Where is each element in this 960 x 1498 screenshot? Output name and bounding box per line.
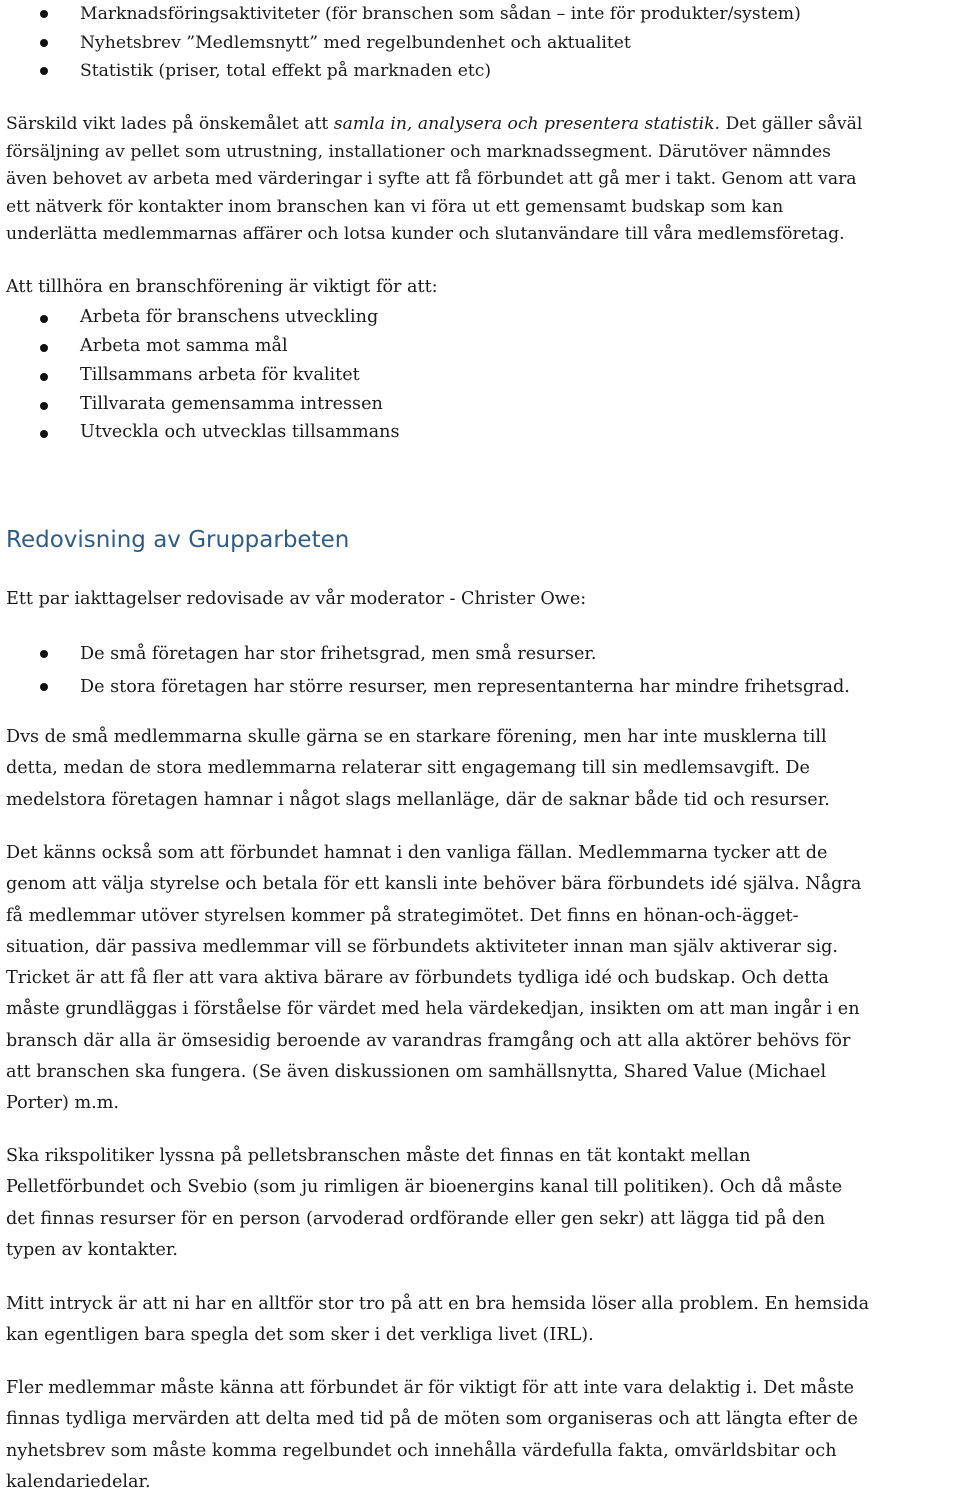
- paragraph-line: Pelletförbundet och Svebio (som ju rimligen är bioenergins kanal till politiken). Och då måste: [6, 1177, 843, 1198]
- paragraph-line: finnas tydliga mervärden att delta med tid på de möten som organiseras och att längta efter de: [6, 1409, 858, 1430]
- paragraph-line: nyhetsbrev som måste komma regelbundet och innehålla värdefulla fakta, omvärldsbitar och: [6, 1440, 837, 1461]
- paragraph-small-members: [6, 722, 956, 816]
- paragraph-line: Fler medlemmar måste känna att förbundet är för viktigt för att inte vara delaktig i. Det måste: [6, 1378, 855, 1398]
- paragraph-more-members: [6, 1373, 956, 1498]
- paragraph-line: försäljning av pellet som utrustning, installationer och marknadssegment. Därutöver nämndes: [6, 141, 831, 162]
- list-item: Nyhetsbrev ”Medlemsnytt” med regelbundenhet och aktualitet: [6, 29, 956, 58]
- text-run: Det gäller såväl: [719, 114, 863, 134]
- paragraph-line: Det känns också som att förbundet hamnat i den vanliga fällan. Medlemmarna tycker att de: [6, 843, 828, 863]
- paragraph-line: underlätta medlemmarnas affärer och lotsa kunder och slutanvändare till våra medlemsföretag.: [6, 224, 845, 244]
- paragraph-line: Dvs de små medlemmarna skulle gärna se en starkare förening, men har inte musklerna till: [6, 727, 827, 747]
- paragraph-line: medelstora företagen hamnar i något slags mellanläge, där de saknar både tid och resurser.: [6, 789, 830, 810]
- paragraph-line: ett nätverk för kontakter inom branschen kan vi föra ut ett gemensamt budskap som kan: [6, 196, 784, 217]
- paragraph-line: det finnas resurser för en person (arvoderad ordförande eller gen sekr) att lägga tid på den: [6, 1208, 826, 1229]
- top-bullet-list: [6, 0, 956, 86]
- paragraph-line: kalendariedelar.: [6, 1471, 151, 1492]
- statistics-paragraph: [6, 111, 956, 249]
- paragraph-line: genom att välja styrelse och betala för ett kansli inte behöver bära förbundets idé själva. Några: [6, 874, 862, 895]
- paragraph-common-trap: [6, 838, 956, 1120]
- paragraph-line: [6, 111, 956, 139]
- paragraph-line: typen av kontakter.: [6, 1239, 178, 1260]
- paragraph-line: Ska rikspolitiker lyssna på pelletsbranschen måste det finnas en tät kontakt mellan: [6, 1146, 751, 1166]
- list-item: De små företagen har stor frihetsgrad, men små resurser.: [6, 638, 956, 671]
- list-lead: Att tillhöra en branschförening är viktigt för att:: [6, 277, 438, 297]
- paragraph-line: även behovet av arbeta med värderingar i syfte att få förbundet att gå mer i takt. Genom att vara: [6, 169, 857, 189]
- list-item: De stora företagen har större resurser, men representanterna har mindre frihetsgrad.: [6, 671, 956, 704]
- paragraph-line: kan egentligen bara spegla det som sker i det verkliga livet (IRL).: [6, 1325, 594, 1346]
- list-item: Arbeta för branschens utveckling: [6, 303, 956, 332]
- paragraph-line: Mitt intryck är att ni har en alltför stor tro på att en bra hemsida löser alla problem. En hemsida: [6, 1294, 870, 1314]
- paragraph-line: att branschen ska fungera. (Se även diskussionen om samhällsnytta, Shared Value (Michael: [6, 1062, 827, 1083]
- paragraph-line: situation, där passiva medlemmar vill se förbundets aktiviteter innan man själv aktiverar sig.: [6, 936, 838, 957]
- list-item: Arbeta mot samma mål: [6, 332, 956, 361]
- moderator-bullet-list: [6, 638, 956, 704]
- list-item: Utveckla och utvecklas tillsammans: [6, 418, 956, 447]
- paragraph-line: få medlemmar utöver styrelsen kommer på strategimötet. Det finns en hönan-och-ägget-: [6, 905, 799, 926]
- membership-benefits: [6, 272, 956, 447]
- paragraph-line: bransch där alla är ömsesidig beroende av varandras framgång och att alla aktörer behövs för: [6, 1030, 851, 1051]
- text-run: Särskild vikt lades på önskemålet att: [6, 114, 334, 134]
- section-heading: Redovisning av Grupparbeten: [6, 527, 350, 553]
- moderator-lead: [6, 584, 956, 615]
- paragraph-line: Tricket är att få fler att vara aktiva bärare av förbundets tydliga idé och budskap. Och detta: [6, 968, 829, 989]
- paragraph: Ett par iakttagelser redovisade av vår moderator - Christer Owe:: [6, 589, 587, 609]
- section-heading-block: [6, 524, 956, 556]
- paragraph-website: [6, 1289, 956, 1352]
- list-item: Tillvarata gemensamma intressen: [6, 390, 956, 419]
- paragraph-line: måste grundläggas i förståelse för värdet med hela värdekedjan, insikten om att man ingår i en: [6, 999, 860, 1020]
- list-item: Statistik (priser, total effekt på marknaden etc): [6, 57, 956, 86]
- paragraph-line: Porter) m.m.: [6, 1093, 120, 1114]
- list-item: Tillsammans arbeta för kvalitet: [6, 361, 956, 390]
- list-item: Marknadsföringsaktiviteter (för branschen som sådan – inte för produkter/system): [6, 0, 956, 29]
- paragraph-line: detta, medan de stora medlemmarna relaterar sitt engagemang till sin medlemsavgift. De: [6, 758, 810, 779]
- emphasized-text: samla in, analysera och presentera statistik.: [333, 114, 720, 134]
- paragraph-politicians: [6, 1141, 956, 1266]
